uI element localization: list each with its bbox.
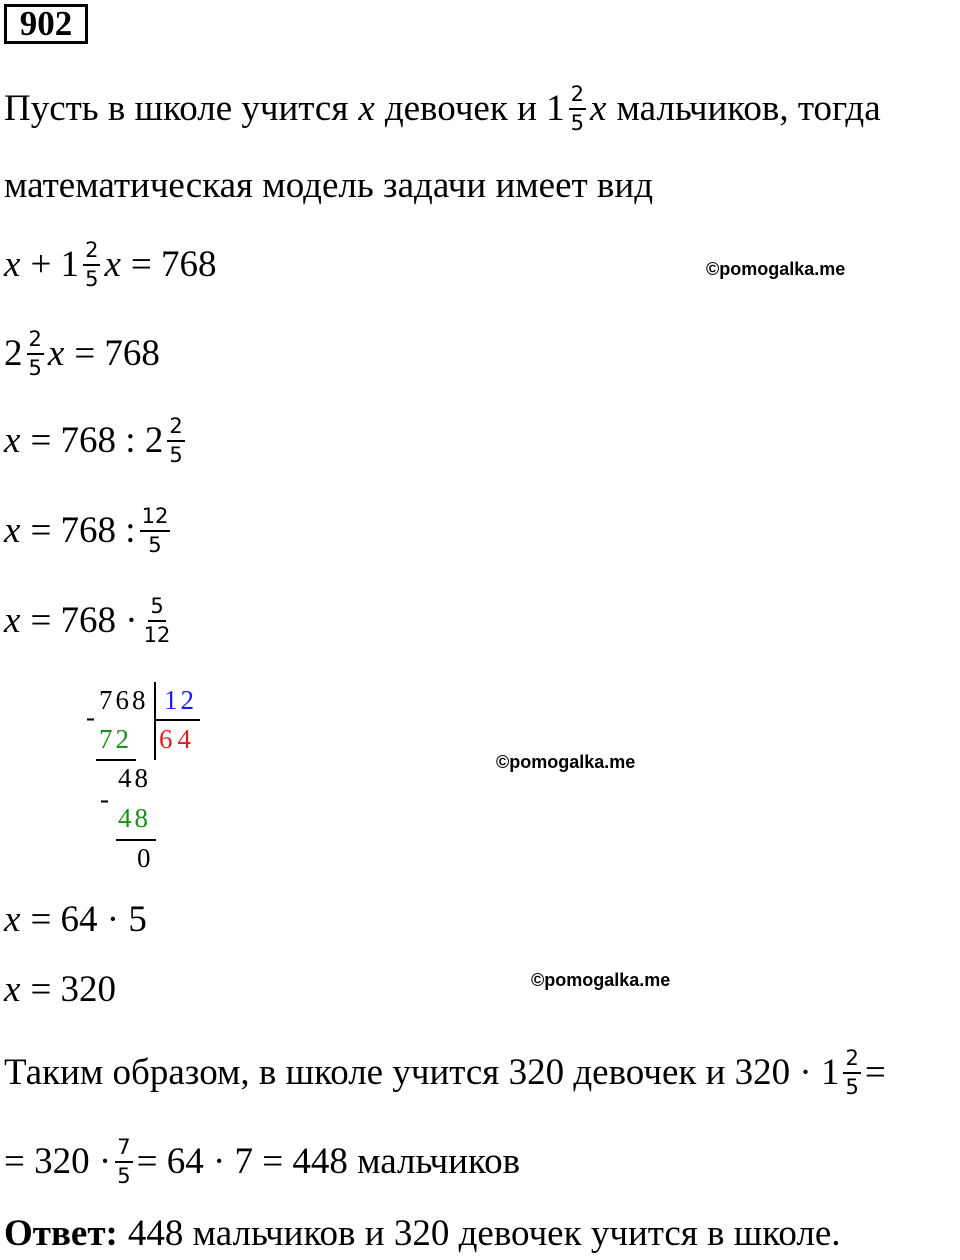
equation-4: [4, 506, 174, 556]
eq7-rhs: = 320: [30, 969, 117, 1010]
remainder-1: 48: [118, 763, 151, 793]
minus-sign: -: [86, 702, 95, 732]
conclusion-line-2: [4, 1137, 520, 1187]
fraction-denominator: 5: [28, 356, 42, 380]
var-x: x: [358, 88, 375, 129]
subtrahend-1: 72: [99, 724, 132, 754]
fraction-denominator: 12: [143, 623, 171, 647]
var-x: x: [104, 244, 121, 285]
intro-line-1: [4, 84, 881, 134]
eq4-mid: = 768 :: [30, 510, 136, 551]
answer-label: Ответ:: [4, 1213, 118, 1254]
fraction-numerator: 2: [843, 1048, 860, 1074]
eq1-plus-one: + 1: [30, 244, 80, 285]
equation-2: [4, 329, 160, 379]
fraction-denominator: 5: [117, 1164, 131, 1188]
quotient: 64: [159, 724, 196, 754]
fraction-denominator: 5: [169, 443, 183, 467]
fraction-numerator: 2: [569, 84, 586, 110]
answer-line: [4, 1212, 841, 1256]
equation-1: [4, 240, 217, 290]
fraction: [167, 416, 184, 466]
conclusion-text-1: Таким образом, в школе учится 320 девочек и 320 · 1: [4, 1052, 840, 1093]
eq3-mid: = 768 : 2: [30, 420, 164, 461]
watermark: ©pomogalka.me: [706, 259, 846, 279]
watermark: ©pomogalka.me: [531, 970, 671, 990]
minus-sign: -: [100, 784, 109, 814]
intro-text-2: девочек и 1: [384, 88, 565, 129]
eq5-mid: = 768 ·: [30, 600, 138, 641]
eq2-rhs: = 768: [74, 333, 160, 374]
subtrahend-2: 48: [118, 803, 151, 833]
subtraction-rule-1: [96, 759, 136, 761]
equation-5: [4, 596, 176, 646]
fraction-numerator: 7: [115, 1137, 132, 1163]
var-x: x: [4, 420, 21, 461]
var-x: x: [4, 600, 21, 641]
conclusion-tail-2: = 64 · 7 = 448 мальчиков: [136, 1141, 521, 1182]
fraction-numerator: 5: [148, 596, 165, 622]
fraction-numerator: 2: [83, 240, 100, 266]
divisor-underline: [154, 719, 200, 721]
equation-3: [4, 416, 189, 466]
subtraction-rule-2: [116, 839, 156, 841]
var-x: x: [590, 88, 607, 129]
eq2-whole: 2: [4, 333, 23, 374]
var-x: x: [4, 244, 21, 285]
fraction-numerator: 12: [140, 506, 171, 532]
fraction: [843, 1048, 860, 1098]
equation-6: [4, 898, 147, 942]
fraction-denominator: 5: [570, 111, 585, 135]
var-x: x: [4, 510, 21, 551]
division-vertical-rule: [154, 682, 156, 760]
fraction-denominator: 5: [148, 533, 162, 557]
final-remainder: 0: [137, 843, 151, 873]
fraction-denominator: 5: [85, 267, 99, 291]
fraction: [142, 596, 173, 646]
var-x: x: [47, 333, 65, 374]
fraction: [569, 84, 586, 134]
var-x: x: [4, 899, 21, 940]
intro-text-3: мальчиков, тогда: [616, 88, 881, 129]
conclusion-tail-1: =: [864, 1052, 886, 1093]
conclusion-lead-2: = 320 ·: [4, 1141, 112, 1182]
fraction-numerator: 2: [27, 329, 44, 355]
answer-text: 448 мальчиков и 320 девочек учится в школе.: [127, 1213, 841, 1254]
intro-text-4: математическая модель задачи имеет вид: [4, 165, 654, 206]
divisor: 12: [164, 685, 197, 715]
intro-text-1: Пусть в школе учится: [4, 88, 349, 129]
fraction: [83, 240, 100, 290]
eq6-rhs: = 64 · 5: [30, 899, 147, 940]
conclusion-line-1: [4, 1048, 886, 1098]
fraction-numerator: 2: [167, 416, 184, 442]
watermark: ©pomogalka.me: [496, 752, 636, 772]
var-x: x: [4, 969, 21, 1010]
eq1-rhs: = 768: [130, 244, 217, 285]
problem-number: 902: [4, 4, 88, 44]
dividend: 768: [99, 685, 149, 715]
fraction-denominator: 5: [845, 1075, 859, 1099]
fraction: [140, 506, 171, 556]
equation-7: [4, 968, 116, 1012]
fraction: [115, 1137, 132, 1187]
fraction: [27, 329, 44, 379]
intro-line-2: [4, 164, 653, 208]
